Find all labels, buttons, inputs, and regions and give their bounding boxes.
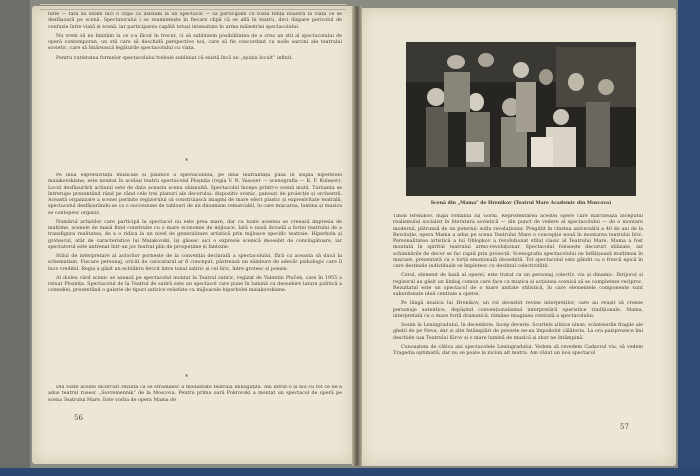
opera-scene-photo	[406, 42, 636, 196]
left-paragraph: Din toate aceste încercări rezultă că se străduiesc a modalitate teatrală îmbogățită. Am intrat-o și noi cu tot ce ne-a adus teatrul rusesc „Sovremennik” de la Moscova. Pentru prima oară Pokrovski a montat un spectacol de operă pe scena Teatrului Mare. Este vorba de opera Mama de	[48, 385, 342, 403]
page-number-left: 56	[74, 414, 83, 422]
left-paragraph: tatie — fără să uităm nici o clipă că asistăm la un spectacol — să participăm cu toată ființa noastră la viața ce se desfășoară pe scenă. Spectatorului i se reamintește în fiecare clipă că se află în teatru, deci dispare pericolul de confuzie între viață și scenă, iar participarea capătă totuși intensitate în urma măiestriei spectacolului.	[48, 12, 342, 30]
left-paragraph: Nu vrem să ne limităm la ce s-a făcut în trecut, ci să subliniem posibilitatea de a crea un stil al spectacolului de operă contemporan, un stil care să deschidă perspective noi, care să fie concordant cu noile sarcini ale teatrului sovietic, care să întărească legăturile spectacolului cu viața.	[48, 33, 342, 52]
page-edge-stack	[40, 4, 346, 10]
right-paragraph: Sosim la Leningradului, în decembrie, încep deverie. Scurtele zilnice ninse, scânteierile fragile ale gheții de pe Neva, dar și alte întâmplări de poveste ne-au împodobit călătoria. La ora paisprezece îmi deschide ușa Teatrului Kirov și o mare lumină de muzică și zbor ne întâmpină.	[393, 323, 643, 341]
right-paragraph: Corul, element de bază al operei, este tratat ca un personaj colectiv, viu și dinamic. Dirijorul și regizorul au găsit un limbaj comun care face ca muzica și acțiunea scenică să se completeze reciproc. Rezultatul este un spectacol de o mare unitate stilistică, în care elementele componente sunt subordonate ideii centrale a operei.	[393, 273, 643, 297]
book-gutter	[352, 6, 362, 466]
book-cover-bottom	[0, 468, 700, 476]
photo-caption: Scenă din „Mama” de Hrenikov (Teatrul Mare Academic din Moscova)	[430, 201, 612, 206]
right-paragraph: Tihon Hrenikov, după romanul lui Gorki. Reprezentarea acestei opere care marchează începutul realismului socialist în literatura sovietică — din punct de vedere al spectacolului — de o montare modernă, pătrunsă de un puternic suflu revoluționar. Pregătit în cinstea aniversării a 40 de ani de la Revoluție, opera Mama a adus pe scena Teatrului Mare o concepție nouă în montarea teatrului liric. Personalitatea artistică a lui Oblopkov a revoluționat stilul clasic al Teatrului Mare. Mama a fost montată în spiritul teatrului armo-revoluționar. Spectacolul folosește decoruri stilizate, iar schimbările de decor se fac rapid prin proiecții. Scenografia spectacolului ne înfățișează mulțimea în mișcare, prezentată cu o forță emoțională deosebită. Tot spectacolul este gândit ca o frescă epică în care destinele individuale se împletesc cu destinul colectivității.	[393, 214, 643, 269]
right-paragraph: Cunoaștem de câțiva ani spectacolele Leningradului. Vedem să revedem Cadavrul viu, să vedem Tragedia optimistă, dar nu se poate la niciun alt teatru. Am văzut un nou spectacol	[393, 344, 643, 356]
left-paragraph: Numărul artiștilor care participă la spectacol nu este prea mare, dar cu toate acestea se creează impresia de mulțime, scenele de masă fiind construite cu o mare economie de mijloace. Iată o nouă dovadă a forței teatrului de a transfigura realitatea, de a o ridica la un nivel de generalizare artistică prin mijloace specific teatrale. Hiperbola și grotescul, atât de caracteristice lui Maiakovski, își găsesc aici o expresie scenică deosebit de convingătoare, iar spectatorul este antrenat într-un joc teatral plin de prospețime și fantezie.	[48, 219, 342, 250]
section-asterisk: *	[185, 374, 188, 381]
section-asterisk: *	[185, 158, 188, 165]
left-paragraph: Pe linia expresivității muzicale și plastice a spectacolului, pe linia teatralității pusă în slujba hiperbolei maiakovskiene, este montat în același teatru spectacolul Ploșnița (regia V. N. Vasoșer — scenografia — K. F. Kuleșov). Locul desfășurării acțiunii este de data aceasta scena obișnuită. Spectacolul începe printr-o scenă mută. Turnanta se întrerupe prezentând rând pe rând cele trei planuri ale decorului: dispozitiv scenic, panouri de proiecție și orchestră. Această organizare a scenei permite regizorului să construiască imagini de mare efect plastic și expresivitate teatrală, spectacolul desfășurându-se ca o succesiune de tablouri de un dinamism remarcabil, în care mișcarea, lumina și muzica se contopesc organic.	[48, 173, 342, 216]
left-paragraph: Stilul de interpretare al actorilor pornește de la convenția declarată a spectacolului, fără ca aceasta să ducă la schematism. Fiecare personaj, oricât de caricatural ar fi conceput, păstrează un sâmbure de adevăr psihologic care îl face credibil. Regia a găsit un echilibru fericit între tonul satiric și cel liric, între grotesc și poezie.	[48, 254, 342, 272]
page-number-right: 57	[620, 423, 629, 431]
book-cover-left	[0, 0, 30, 476]
photo-illustration	[406, 42, 636, 196]
left-page-text-top	[48, 12, 342, 72]
left-paragraph: Pentru varietatea formelor spectacolului trebuie subliniat că există încă un „spațiu locuit” infinit.	[56, 55, 293, 61]
right-page-text	[393, 214, 643, 410]
left-page-text-bottom	[48, 385, 342, 411]
left-page-text-middle	[48, 173, 342, 366]
book-cover-right	[678, 0, 700, 476]
left-paragraph: Al doilea cârd scenic se axează pe spectacolul montat la Teatrul satiric, regizat de Valentin Pluček, care în 1955 a reluat Ploșnița. Spectacolul de la Teatrul de satiră este un spectacol care pune în lumină cu deosebire latura politică a comediei, prezentând o galerie de tipuri satirice reliefate cu mijloacele hiperbolei maiakovskiene.	[48, 275, 342, 294]
right-paragraph: Pe lângă muzica lui Hrenikov, un rol deosebit revine interpreților, care au reușit să creeze personaje autentice, depășind convenționalismul interpretării operistice tradiționale. Mama, interpretată cu o mare forță dramatică, rămâne imaginea centrală a spectacolului.	[393, 301, 643, 319]
